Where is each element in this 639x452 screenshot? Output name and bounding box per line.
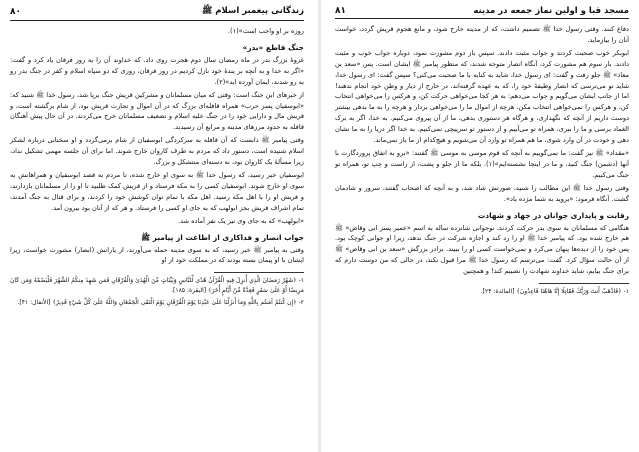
left-paragraph-1: روزه بر او واجب است»(۱). xyxy=(227,27,304,35)
right-paragraph-5: هنگامی که مسلمانان به سوی بدر حرکت کردند، نوجوانی شانزده ساله به اسم «عمیر پسر ابی وقاص» ﷺ هم خارج شده بود. که پیامبر خدا ﷺ او را رد کند و اجازه شرکت در جنگ ندهد، زیرا او جوانی کوچک بود. پس خود را از دیده‌ها پنهان می‌کرد و نمی‌خواست کسی او را ببیند. برادر بزرگش «سعد بن ابی وقاص» ﷺ از آن حالت سؤال کرد. گفت: می‌ترسم که رسول خدا ﷺ مرا قبول نکند، در حالی که من دوست دارم که برای جنگ بیایم، شاید خداوند شهادت را نصیبم کند! و همچنین xyxy=(335,223,629,276)
left-footnote-1: ۱- ﴿شَهْرُ رَمَضَانَ الَّذِي أُنزِلَ فِيهِ الْقُرْآنُ هُدًى لِّلنَّاسِ وَبَيِّنَاتٍ مِّنَ الْهُدَىٰ وَالْفُرْقَانِ فَمَن شَهِدَ مِنكُمُ الشَّهْرَ فَلْيَصُمْهُ وَمَن كَانَ مَرِيضًا أَوْ عَلَىٰ سَفَرٍ فَعِدَّةٌ مِّنْ أَيَّامٍ أُخَرَ﴾ [البقرة: ۱۸۵]. xyxy=(10,277,304,294)
left-heading-badr: جنگ قاطع «بدر» xyxy=(242,42,304,52)
right-paragraph-1: دفاع کنند. وقتی رسول خدا ﷺ تصمیم داشت، که از مدینه خارج شود، و مانع هجوم قریش گردد، خواست آنان را بیازماید. xyxy=(335,25,629,44)
right-page-number: ۸۱ xyxy=(335,6,346,16)
left-paragraph-6: «ابولهب» که به جای وی نیز یک نفر آماده شد. xyxy=(177,216,304,225)
right-paragraph-2: ابوبکر خوب صحبت کردند و جواب مثبت دادند. سپس بار دوم مشورت نمود، دوباره جواب خوب و مثبت دادند. بار سوم هم مشورت کرد، آنگاه انصار متوجه شدند، که منظور پیامبر ﷺ ایشان است. پس «سعد بن معاذ» ﷺ جلو رفت و گفت: ای رسول خدا، شاید به کنایه با ما صحبت می‌کنی؟ سپس گفت: ای رسول خدا، شاید تو می‌ترسی که انصار وظیفهٔ خود را، که به عهده گرفته‌اند، در خارج از دیار و وطن خود انجام ندهند! اما از جانب ایشان می‌گویم و جواب می‌دهم: به هر کجا می‌خواهی حرکت کن، و هرکس را می‌خواهی انتخاب کن، و هرکس را نمی‌خواهی انتخاب مکن. هرچه از اموال ما را می‌خواهی بردار و هرچه را به ما بدهی بیشتر دوست داریم از آنچه که نگهداری، و هرگاه هر دستوری بدهی، ما از آن پیروی می‌کنیم. به خدا، اگر به برک الغماد برسی و ما را ببری، همراه تو می‌آییم و از دستور تو سرپیچی نمی‌کنیم. به خدا اگر دریا را به ما نشان دهی و خودت در آن وارد شوی، ما هم همراه تو وارد آن می‌شویم و هیچ‌کدام از ما باز نمی‌ماند. xyxy=(335,48,629,145)
left-header-title: زندگانی پیغمبر اسلام ﷺ xyxy=(202,6,304,16)
left-paragraph-4: وقتی پیامبر ﷺ دانست که آن قافله به سرکردگی ابوسفیان از شام برمی‌گردد و او سخنانی درباره لشکر اسلام شنیده است، دستور داد که مردم به طرف کاروان خارج شوند. اما برای آن جلسه مهمی تشکیل نداد، زیرا مسألهٔ یک کاروان بود، نه دسته‌ای منتشکل و بزرگ. xyxy=(10,136,304,167)
right-paragraph-4: وقتی رسول خدا ﷺ این مطالب را شنید، صورتش شاد شد، و به آنچه که اصحاب گفتند، سرور و شادمان گشت. آنگاه فرمود: «بروید به شما مژده باد». xyxy=(335,183,629,203)
right-heading-youth: رقابت و پایداری جوانان در جهاد و شهادت xyxy=(477,210,629,220)
right-running-header xyxy=(335,6,629,19)
left-running-header xyxy=(10,6,304,21)
book-gutter xyxy=(318,0,321,452)
left-footnote-rule xyxy=(214,272,304,273)
left-paragraph-5: ابوسفیان خبر رسید، که رسول خدا ﷺ به سوی او خارج شده، تا مردم به قصد ابوسفیان و همراهانش به سوی او خارج شوند. ابوسفیان کسی را به مکه فرستاد و از قریش کمک طلبید تا او را از مسلمانان بازدارند، و قریش او را با اهل مکه رسید. اهل مکه با تمام توان کوشش خود را کردند، و برای قتال به جنگ آمدند، تمام اشراف قریش بجز ابولهب که به جای او کسی را فرستاد. و هر که از آنان بود بیرون آمد. xyxy=(10,170,304,212)
right-paragraph-3: «مقداد» ﷺ نیز گفت: ما نمی‌گوییم به آنچه که قوم موسی به موسی ﷺ گفتند: «برو به اتفاق پروردگارت با آنها (دشمن) جنگ کنید، و ما در اینجا نشسته‌ایم»(۱). بلکه ما از جلو و پشت، از راست و چپ تو، همراه تو جنگ می‌کنیم. xyxy=(335,148,629,179)
left-page xyxy=(0,0,316,452)
left-footnote-2: ۲- ﴿إِن كُنتُمْ آمَنتُم بِاللَّهِ وَمَا أَنزَلْنَا عَلَىٰ عَبْدِنَا يَوْمَ الْفُرْقَانِ يَوْمَ الْتَقَى الْجَمْعَانِ وَاللَّهُ عَلَىٰ كُلِّ شَيْءٍ قَدِيرٌ﴾ [الأنفال: ۴۱]. xyxy=(17,298,304,306)
left-paragraph-3: از خبرهای این جنگ است: وقتی که میان مسلمانان و مشرکین قریش جنگ برپا شد، رسول خدا ﷺ شنید که: «ابوسفیان پسر حرب» همراه قافله‌ای بزرگ که در آن اموال و تجارت قریش بود، از شام برگشته است، و قریش مال و دارایی خود را در جنگ علیه اسلام و تضعیف مسلمانان خرج می‌کردند. در آن حال پیش آهنگان قافله به حدود مرزهای مدینه و مرابع آن رسیدند. xyxy=(10,90,304,132)
right-footnote-1: ۱- ﴿فَاذْهَبْ أَنتَ وَرَبُّكَ فَقَاتِلَا إِنَّا هَاهُنَا قَاعِدُونَ﴾ [المائدة: ۲۴]. xyxy=(480,288,629,296)
right-footnote-rule xyxy=(539,283,629,284)
left-page-number: ۸۰ xyxy=(10,7,21,17)
right-page xyxy=(323,0,639,452)
left-heading-ansar: جواب انصار و فداکاری از اطاعت از پیامبر ﷺ xyxy=(141,232,304,242)
right-header-title: مسجد قبا و اولین نماز جمعه در مدینه xyxy=(473,6,629,16)
left-paragraph-7: وقتی به پیامبر ﷺ خبر رسید، که به سوی مدینه حمله می‌آورند، از یارانش (انصار) مشورت خواست، زیرا ایشان با او پیمان بسته بودند که در مملکت خود از او xyxy=(10,245,304,265)
left-paragraph-2: غزوهٔ بزرگ بدر در ماه رمضان سال دوم هجرت روی داد. که خداوند آن را به روز فرقان یاد کرد و گفت: «اگر به خدا و به آنچه بر بندهٔ خود نازل کردیم در روز فرقان، روزی که دو سپاه اسلام و کفر در جنگ بدر رو به رو شدند، ایمان آورده اید»(۲). xyxy=(10,55,304,86)
